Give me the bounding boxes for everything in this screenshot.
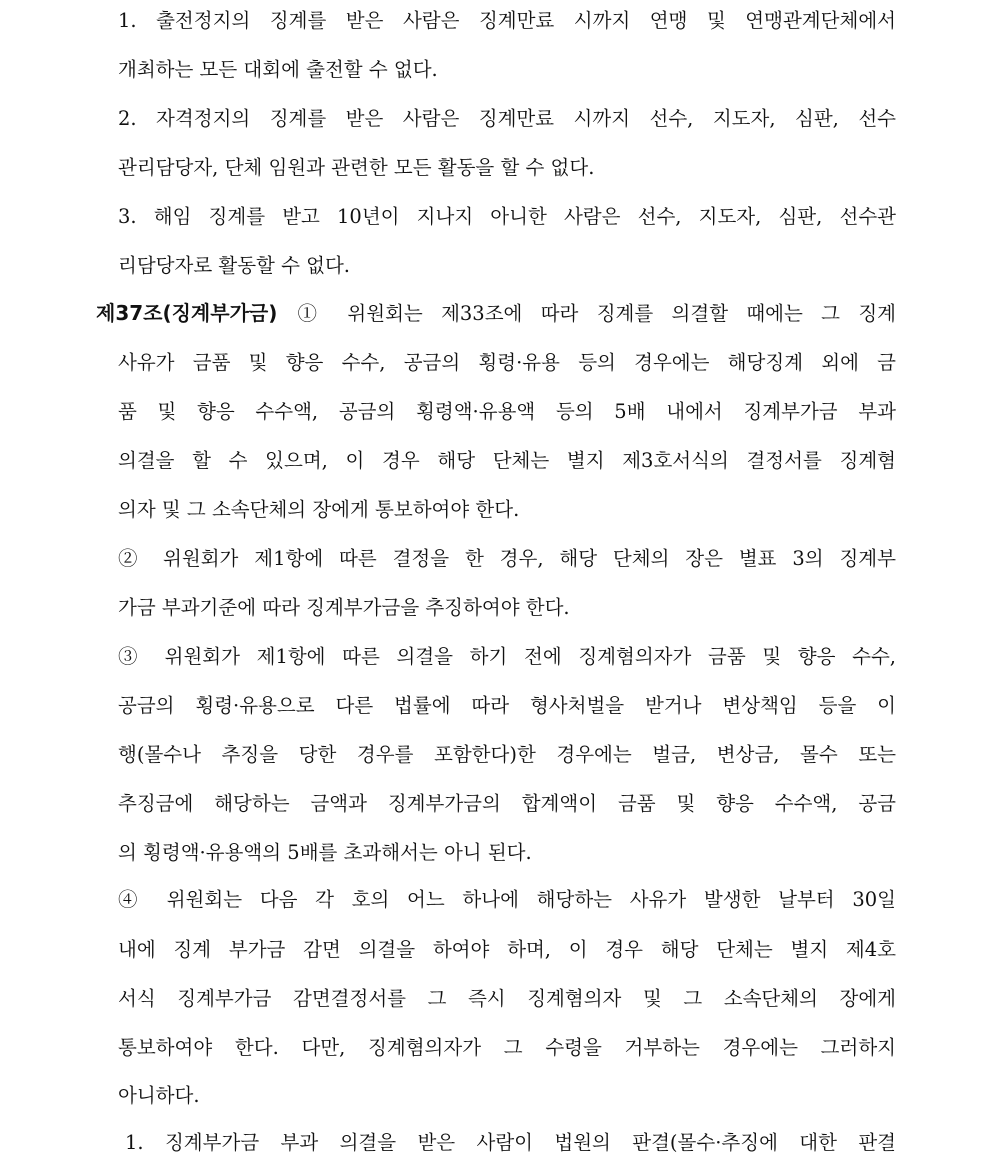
item-1-line-2: 개최하는 모든 대회에 출전할 수 없다. [118,58,438,81]
article-37-p3-line-4: 추징금에 해당하는 금액과 징계부가금의 합계액이 금품 및 향응 수수액, 공금 [118,792,896,815]
article-37-p4-line-3: 서식 징계부가금 감면결정서를 그 즉시 징계혐의자 및 그 소속단체의 장에게 [118,987,896,1010]
article-37-first-line [96,300,896,326]
article-37-p4-line-5: 아니하다. [118,1084,200,1107]
item-3-line-1: 3. 해임 징계를 받고 10년이 지나지 아니한 사람은 선수, 지도자, 심판, 선수관 [118,205,896,228]
article-37-p3-line-3: 행(몰수나 추징을 당한 경우를 포함한다)한 경우에는 벌금, 변상금, 몰수 또는 [118,743,896,766]
article-37-p1-line-1: ① 위원회는 제33조에 따라 징계를 의결할 때에는 그 징계 [285,302,896,325]
item-2-line-2: 관리담당자, 단체 임원과 관련한 모든 활동을 할 수 없다. [118,156,595,179]
article-37-item-1-line-1: 1. 징계부가금 부과 의결을 받은 사람이 법원의 판결(몰수·추징에 대한 판결 [125,1131,896,1154]
item-3-line-2: 리담당자로 활동할 수 없다. [118,254,351,277]
article-37-p3-line-1: ③ 위원회가 제1항에 따른 의결을 하기 전에 징계혐의자가 금품 및 향응 수수, [118,645,896,668]
article-37-p2-line-1: ② 위원회가 제1항에 따른 결정을 한 경우, 해당 단체의 장은 별표 3의 징계부 [118,547,896,570]
article-37-p4-line-1: ④ 위원회는 다음 각 호의 어느 하나에 해당하는 사유가 발생한 날부터 30일 [118,888,896,911]
article-37-p4-line-2: 내에 징계 부가금 감면 의결을 하여야 하며, 이 경우 해당 단체는 별지 제4호 [118,938,896,961]
article-37-p3-line-2: 공금의 횡령·유용으로 다른 법률에 따라 형사처벌을 받거나 변상책임 등을 이 [118,694,896,717]
item-2-line-1: 2. 자격정지의 징계를 받은 사람은 징계만료 시까지 선수, 지도자, 심판, 선수 [118,107,896,130]
article-37-p2-line-2: 가금 부과기준에 따라 징계부가금을 추징하여야 한다. [118,596,570,619]
article-37-heading: 제37조(징계부가금) [96,301,278,325]
article-37-p3-line-5: 의 횡령액·유용액의 5배를 초과해서는 아니 된다. [118,841,532,864]
article-37-p4-line-4: 통보하여야 한다. 다만, 징계혐의자가 그 수령을 거부하는 경우에는 그러하지 [118,1036,896,1059]
article-37-p1-line-2: 사유가 금품 및 향응 수수, 공금의 횡령·유용 등의 경우에는 해당징계 외에 금 [118,351,896,374]
item-1-line-1: 1. 출전정지의 징계를 받은 사람은 징계만료 시까지 연맹 및 연맹관계단체에서 [118,9,896,32]
article-37-p1-line-5: 의자 및 그 소속단체의 장에게 통보하여야 한다. [118,498,520,521]
article-37-p1-line-4: 의결을 할 수 있으며, 이 경우 해당 단체는 별지 제3호서식의 결정서를 징계혐 [118,449,896,472]
article-37-p1-line-3: 품 및 향응 수수액, 공금의 횡령액·유용액 등의 5배 내에서 징계부가금 부과 [118,400,896,423]
